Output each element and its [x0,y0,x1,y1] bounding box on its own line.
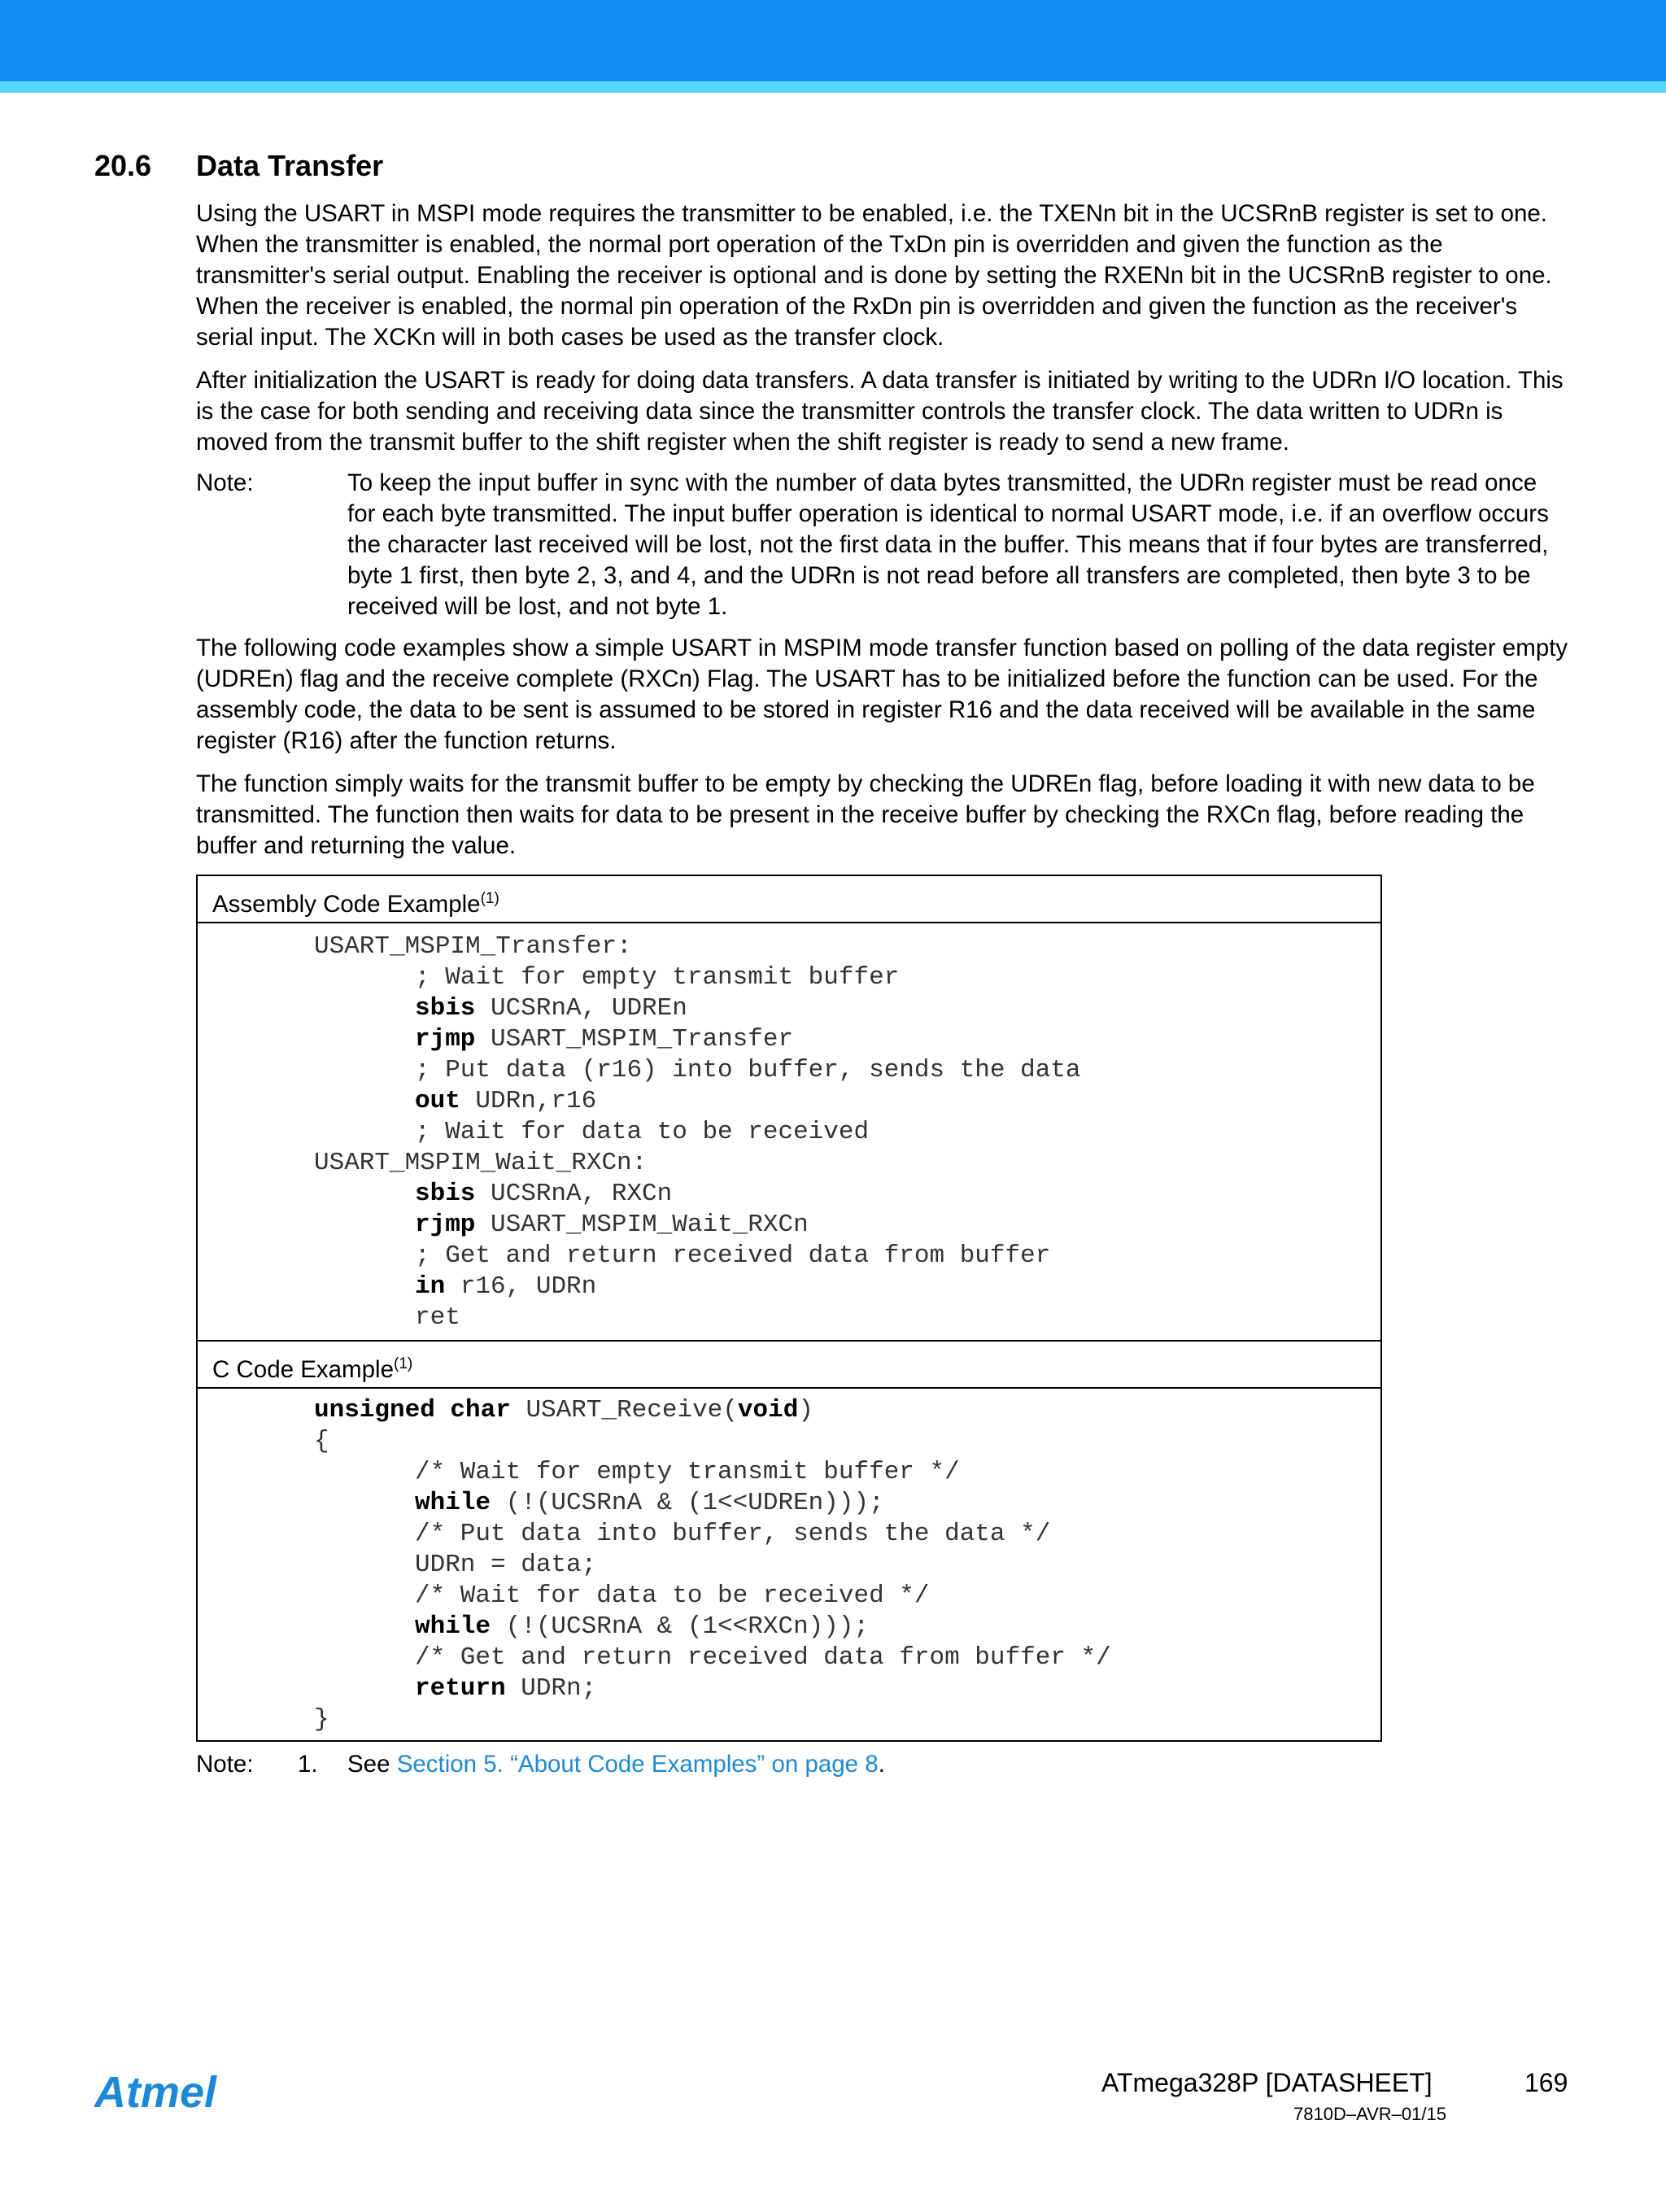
note-label: Note: [196,469,254,496]
c-code-line: /* Get and return received data from buffer */ [415,1643,1111,1672]
paragraph-3: The following code examples show a simple USART in MSPIM mode transfer function based on polling of the data register empty (UDREn) flag and the receive complete (RXCn) Flag. The USART has to be initialized before the function can be used. For the assembly code, the data to be sent is assumed to be stored in register R16 and the data received will be available in the same register (R16) after the function returns. [196,635,1568,754]
asm-code-line: in r16, UDRn [415,1272,597,1301]
asm-code-line: USART_MSPIM_Wait_RXCn: [314,1149,648,1177]
c-keyword: unsigned char [314,1396,511,1424]
document-title: ATmega328P [DATASHEET] [1101,2068,1433,2097]
section-5-link[interactable]: Section 5. “About Code Examples” on page 8 [396,1751,879,1778]
note-text: To keep the input buffer in sync with the number of data bytes transmitted, the UDRn register must be read once for each byte transmitted. The input buffer operation is identical to normal USART mode, i.e. if an overflow occurs the character last received will be lost, not the first data in the buffer. This means that if four bytes are transferred, byte 1 first, then byte 2, 3, and 4, and the UDRn is not read before all transfers are completed, then byte 3 to be received will be lost, and not byte 1. [347,469,1549,620]
asm-example-header [198,876,1380,923]
asm-code-line: ; Wait for empty transmit buffer [415,963,900,992]
asm-code-line: ; Wait for data to be received [415,1118,870,1146]
asm-code-line: rjmp USART_MSPIM_Wait_RXCn [415,1211,809,1239]
section-number: 20.6 [94,149,152,182]
asm-code-line: out UDRn,r16 [415,1087,597,1115]
c-code-block [198,1395,1380,1735]
logo-text: Atmel [94,2068,217,2115]
asm-header-text: Assembly Code Example [212,890,481,918]
c-code-line: { [314,1427,329,1455]
asm-keyword: out [415,1087,460,1115]
asm-code-block [198,931,1380,1333]
paragraph-2: After initialization the USART is ready for doing data transfers. A data transfer is initiated by writing to the UDRn I/O location. This is the case for both sending and receiving data since the transmitter controls the transfer clock. The data written to UDRn is moved from the transmit buffer to the shift register when the shift register is ready to send a new frame. [196,367,1564,456]
document-id: 7810D–AVR–01/15 [1293,2104,1446,2124]
c-example-header [198,1340,1380,1389]
c-keyword: void [737,1396,799,1424]
c-code-line: while (!(UCSRnA & (1<<UDREn))); [415,1489,884,1517]
c-keyword: while [415,1612,491,1641]
c-header-text: C Code Example [212,1355,394,1383]
c-code-line: /* Put data into buffer, sends the data */ [415,1520,1051,1548]
page-number: 169 [1524,2068,1568,2097]
footnote-prefix: See [347,1751,397,1778]
c-header-footnote: (1) [394,1355,413,1372]
asm-code-line: ret [415,1303,460,1332]
c-keyword: return [415,1674,506,1703]
asm-code-line: sbis UCSRnA, UDREn [415,994,687,1023]
asm-keyword: in [415,1272,446,1301]
asm-code-line: rjmp USART_MSPIM_Transfer [415,1025,794,1054]
asm-keyword: rjmp [415,1211,476,1239]
c-code-line: while (!(UCSRnA & (1<<RXCn))); [415,1612,870,1641]
atmel-logo [94,2066,241,2115]
asm-code-line: sbis UCSRnA, RXCn [415,1180,673,1208]
footnote-text [347,1749,885,1780]
c-code-line: } [314,1705,329,1734]
asm-code-line: USART_MSPIM_Transfer: [314,932,632,961]
paragraph-1: Using the USART in MSPI mode requires the transmitter to be enabled, i.e. the TXENn bit in the UCSRnB register is set to one. When the transmitter is enabled, the normal port operation of the TxDn pin is overridden and given the function as the transmitter's serial output. Enabling the receiver is optional and is done by setting the RXENn bit in the UCSRnB register to one. When the receiver is enabled, the normal pin operation of the RxDn pin is overridden and given the function as the receiver's serial input. The XCKn will in both cases be used as the transfer clock. [196,200,1552,351]
asm-keyword: rjmp [415,1025,476,1054]
asm-header-footnote: (1) [480,890,499,907]
asm-keyword: sbis [415,1180,476,1208]
c-code-line: unsigned char USART_Receive(void) [314,1396,813,1424]
header-bar [0,0,1666,81]
c-keyword: while [415,1489,491,1517]
header-stripe [0,81,1666,93]
c-code-line: /* Wait for data to be received */ [415,1582,930,1610]
footnote-label: Note: [196,1751,254,1778]
asm-code-line: ; Put data (r16) into buffer, sends the data [415,1056,1081,1084]
paragraph-4: The function simply waits for the transmit buffer to be empty by checking the UDREn flag, before loading it with new data to be transmitted. The function then waits for data to be present in the receive buffer by checking the RXCn flag, before reading the buffer and returning the value. [196,770,1535,859]
section-title: Data Transfer [196,149,384,182]
c-code-line: return UDRn; [415,1674,597,1703]
footnote-number: 1. [298,1751,318,1778]
c-code-line: /* Wait for empty transmit buffer */ [415,1458,960,1486]
c-code-line: UDRn = data; [415,1551,597,1579]
asm-keyword: sbis [415,994,476,1023]
code-examples-table [196,875,1382,1742]
footnote-suffix: . [878,1751,885,1778]
asm-code-line: ; Get and return received data from buffer [415,1241,1051,1270]
